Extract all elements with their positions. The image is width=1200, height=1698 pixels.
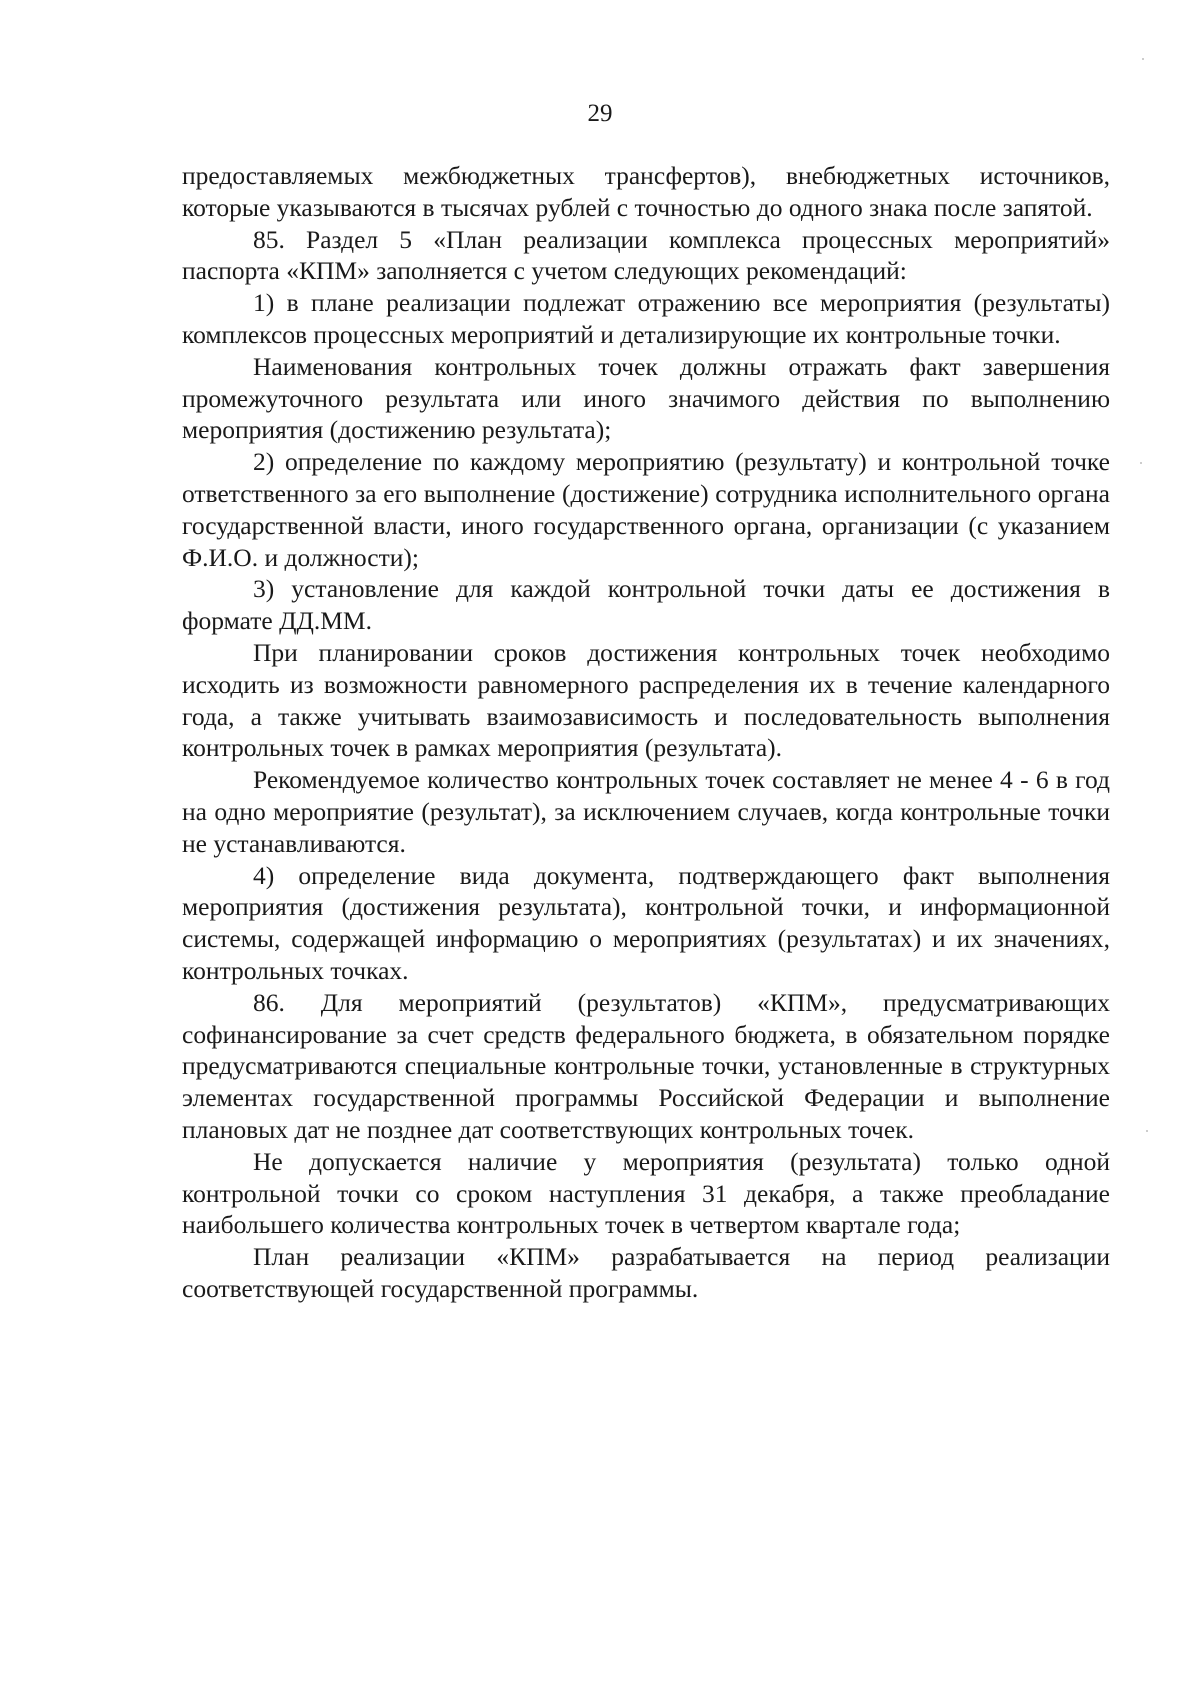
scan-speck	[1140, 462, 1142, 464]
scan-speck	[1142, 58, 1144, 60]
paragraph-not-allowed: Не допускается наличие у мероприятия (результата) только одной контрольной точки со сроком наступления 31 декабря, а также преобладание наибольшего количества контрольных точек в четвертом квартале года;	[182, 1146, 1110, 1240]
paragraph-continuation: предоставляемых межбюджетных трансфертов), внебюджетных источников, которые указываются в тысячах рублей с точностью до одного знака после запятой.	[182, 161, 1110, 222]
paragraph-item-4: 4) определение вида документа, подтверждающего факт выполнения мероприятия (достижения результата), контрольной точки, и информационной системы, содержащей информацию о мероприятиях (результатах) и их значениях, контрольных точках.	[182, 860, 1110, 985]
paragraph-item-1: 1) в плане реализации подлежат отражению все мероприятия (результаты) комплексов процессных мероприятий и детализирующие их контрольные точки.	[182, 288, 1110, 349]
document-body	[182, 160, 1110, 1305]
paragraph-recommended-count: Рекомендуемое количество контрольных точек составляет не менее 4 - 6 в год на одно мероприятие (результат), за исключением случаев, когда контрольные точки не устанавливаются.	[182, 765, 1110, 858]
paragraph-item-2: 2) определение по каждому мероприятию (результату) и контрольной точке ответственного за его выполнение (достижение) сотрудника исполнительного органа государственной власти, иного государственного органа, организации (с указанием Ф.И.О. и должности);	[182, 447, 1110, 572]
paragraph-85: 85. Раздел 5 «План реализации комплекса процессных мероприятий» паспорта «КПМ» заполняется с учетом следующих рекомендаций:	[182, 224, 1110, 286]
paragraph-checkpoint-names: Наименования контрольных точек должны отражать факт завершения промежуточного результата или иного значимого действия по выполнению мероприятия (достижению результата);	[182, 351, 1110, 445]
paragraph-item-3: 3) установление для каждой контрольной точки даты ее достижения в формате ДД.ММ.	[182, 574, 1110, 636]
paragraph-planning: При планировании сроков достижения контрольных точек необходимо исходить из возможности равномерного распределения их в течение календарного года, а также учитывать взаимозависимость и последовательность выполнения контрольных точек в рамках мероприятия (результата).	[182, 637, 1110, 763]
paragraph-86: 86. Для мероприятий (результатов) «КПМ», предусматривающих софинансирование за счет средств федерального бюджета, в обязательном порядке предусматриваются специальные контрольные точки, установленные в структурных элементах государственной программы Российской Федерации и выполнение плановых дат не позднее дат соответствующих контрольных точек.	[182, 987, 1110, 1144]
paragraph-plan-period: План реализации «КПМ» разрабатывается на период реализации соответствующей государственной программы.	[182, 1242, 1110, 1303]
page-number: 29	[587, 100, 613, 127]
scan-speck	[1146, 1130, 1148, 1132]
